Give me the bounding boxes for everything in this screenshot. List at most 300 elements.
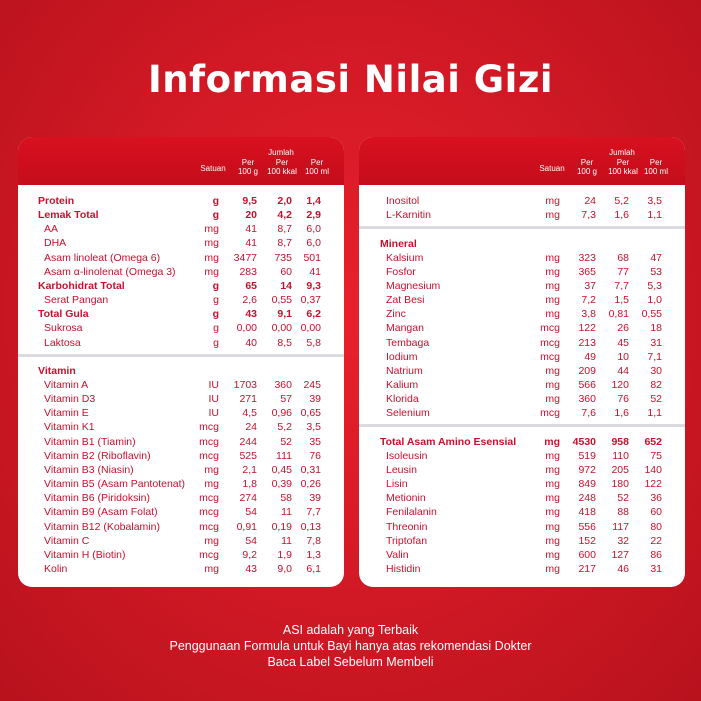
unit-cell: mg bbox=[204, 478, 219, 491]
nutrient-name: Kolin bbox=[44, 562, 68, 575]
nutrient-name: Vitamin E bbox=[44, 407, 89, 420]
value-per-100ml: 18 bbox=[650, 322, 662, 335]
value-per-100kkal: 11 bbox=[281, 506, 292, 519]
value-per-100kkal: 0,39 bbox=[271, 478, 292, 491]
header-jumlah: Jumlah bbox=[609, 148, 635, 157]
value-per-100kkal: 127 bbox=[611, 548, 629, 561]
value-per-100g: 3,8 bbox=[581, 308, 596, 321]
value-per-100kkal: 26 bbox=[617, 322, 629, 335]
value-per-100g: 37 bbox=[584, 279, 596, 292]
unit-cell: mg bbox=[545, 393, 560, 406]
unit-cell: mg bbox=[545, 548, 560, 561]
value-per-100kkal: 360 bbox=[274, 379, 292, 391]
value-per-100kkal: 1,6 bbox=[614, 209, 629, 222]
nutrient-name: Laktosa bbox=[44, 336, 81, 349]
table-row bbox=[44, 491, 338, 505]
value-per-100ml: 52 bbox=[650, 393, 662, 406]
unit-cell: mg bbox=[545, 195, 560, 207]
nutrient-name: Kalsium bbox=[386, 251, 424, 264]
nutrient-name: Sukrosa bbox=[44, 322, 83, 335]
nutrient-name: Vitamin B9 (Asam Folat) bbox=[44, 506, 158, 519]
section-divider bbox=[18, 354, 344, 357]
nutrient-name: Valin bbox=[386, 548, 409, 561]
value-per-100ml: 1,1 bbox=[647, 407, 662, 420]
value-per-100kkal: 9,1 bbox=[277, 308, 292, 321]
nutrient-name: Natrium bbox=[386, 364, 423, 377]
value-per-100kkal: 45 bbox=[617, 336, 629, 349]
value-per-100ml: 1,3 bbox=[306, 548, 321, 561]
table-row bbox=[386, 350, 679, 364]
value-per-100g: 566 bbox=[578, 379, 596, 391]
nutrient-name: Threonin bbox=[386, 520, 428, 533]
value-per-100ml: 31 bbox=[650, 336, 662, 349]
header-per-100kkal-top: Per bbox=[616, 158, 630, 167]
nutrient-name: Vitamin B6 (Piridoksin) bbox=[44, 492, 151, 505]
value-per-100ml: 3,5 bbox=[306, 421, 321, 434]
value-per-100ml: 22 bbox=[650, 534, 662, 547]
header-jumlah: Jumlah bbox=[268, 148, 294, 157]
value-per-100ml: 86 bbox=[650, 548, 662, 561]
nutrient-name: Magnesium bbox=[386, 279, 441, 292]
value-per-100ml: 75 bbox=[650, 449, 662, 462]
value-per-100ml: 9,3 bbox=[306, 279, 321, 292]
value-per-100kkal: 5,2 bbox=[614, 195, 629, 207]
value-per-100g: 43 bbox=[245, 562, 257, 575]
unit-cell: mg bbox=[545, 279, 560, 292]
table-row bbox=[44, 562, 338, 576]
value-per-100ml: 1,0 bbox=[647, 294, 662, 307]
value-per-100kkal: 11 bbox=[281, 534, 292, 547]
table-row bbox=[386, 364, 679, 378]
nutrient-name: Total Gula bbox=[38, 308, 89, 321]
value-per-100kkal: 1,6 bbox=[614, 407, 629, 420]
nutrition-table-left bbox=[18, 137, 344, 587]
disclaimer-line-3: Baca Label Sebelum Membeli bbox=[267, 655, 434, 669]
header-satuan: Satuan bbox=[200, 164, 226, 173]
value-per-100g: 41 bbox=[245, 237, 257, 250]
nutrient-name: Triptofan bbox=[386, 534, 428, 547]
value-per-100kkal: 111 bbox=[276, 449, 292, 462]
value-per-100ml: 6,2 bbox=[306, 308, 321, 321]
table-row bbox=[386, 279, 679, 293]
nutrient-name: Asam linoleat (Omega 6) bbox=[44, 251, 161, 264]
table-row bbox=[386, 520, 679, 534]
table-row bbox=[386, 251, 679, 265]
nutrient-name: Metionin bbox=[386, 492, 426, 505]
value-per-100g: 849 bbox=[578, 478, 596, 491]
value-per-100ml: 39 bbox=[309, 492, 321, 505]
value-per-100g: 972 bbox=[578, 463, 596, 476]
table-header bbox=[18, 137, 344, 185]
value-per-100kkal: 180 bbox=[611, 478, 629, 491]
header-per-100g-top: Per bbox=[241, 158, 255, 167]
value-per-100g: 209 bbox=[578, 364, 596, 377]
value-per-100g: 2,6 bbox=[242, 294, 257, 307]
value-per-100ml: 0,37 bbox=[300, 294, 321, 307]
value-per-100g: 525 bbox=[239, 449, 257, 462]
value-per-100kkal: 8,7 bbox=[277, 237, 292, 250]
value-per-100kkal: 958 bbox=[611, 435, 629, 448]
nutrient-name: Lisin bbox=[386, 478, 408, 491]
nutrient-name: Vitamin bbox=[38, 364, 76, 377]
section-divider bbox=[359, 226, 685, 229]
unit-cell: mg bbox=[204, 265, 219, 278]
nutrient-name: Isoleusin bbox=[386, 449, 428, 462]
value-per-100g: 7,6 bbox=[581, 407, 596, 420]
value-per-100g: 49 bbox=[584, 350, 596, 363]
nutrient-name: Vitamin D3 bbox=[44, 393, 96, 406]
table-header bbox=[359, 137, 685, 185]
nutrient-name: Total Asam Amino Esensial bbox=[380, 435, 517, 448]
table-row bbox=[44, 534, 338, 548]
value-per-100ml: 31 bbox=[650, 563, 662, 575]
table-row bbox=[44, 222, 338, 236]
value-per-100ml: 5,3 bbox=[647, 279, 662, 292]
value-per-100kkal: 0,96 bbox=[271, 407, 292, 420]
unit-cell: mg bbox=[545, 478, 560, 491]
value-per-100g: 600 bbox=[578, 548, 596, 561]
unit-cell: mg bbox=[545, 449, 560, 462]
value-per-100kkal: 0,55 bbox=[271, 294, 292, 307]
unit-cell: mg bbox=[545, 209, 560, 222]
value-per-100kkal: 44 bbox=[617, 364, 629, 377]
table-row bbox=[44, 293, 338, 307]
nutrient-name: Vitamin K1 bbox=[44, 421, 95, 434]
unit-cell: mg bbox=[545, 364, 560, 377]
nutrient-name: Serat Pangan bbox=[44, 294, 109, 307]
unit-cell: mg bbox=[545, 520, 560, 533]
table-row bbox=[386, 265, 679, 279]
value-per-100ml: 652 bbox=[644, 435, 662, 448]
table-row bbox=[386, 477, 679, 491]
unit-cell: IU bbox=[208, 379, 219, 391]
value-per-100g: 365 bbox=[578, 265, 596, 278]
value-per-100ml: 7,8 bbox=[306, 534, 321, 547]
value-per-100ml: 0,65 bbox=[300, 407, 321, 420]
value-per-100g: 24 bbox=[584, 195, 596, 207]
value-per-100ml: 0,00 bbox=[300, 322, 321, 335]
unit-cell: mcg bbox=[540, 322, 560, 335]
value-per-100g: 556 bbox=[578, 520, 596, 533]
value-per-100kkal: 32 bbox=[617, 534, 629, 547]
value-per-100g: 4,5 bbox=[242, 407, 257, 420]
value-per-100kkal: 117 bbox=[612, 520, 629, 533]
header-per-100g-top: Per bbox=[580, 158, 594, 167]
value-per-100ml: 501 bbox=[303, 251, 321, 264]
unit-cell: IU bbox=[208, 393, 219, 406]
unit-cell: mcg bbox=[199, 421, 219, 434]
table-row bbox=[380, 237, 679, 251]
table-row bbox=[386, 534, 679, 548]
disclaimer-line-2: Penggunaan Formula untuk Bayi hanya atas rekomendasi Dokter bbox=[169, 639, 532, 653]
header-satuan: Satuan bbox=[539, 164, 565, 173]
value-per-100ml: 0,55 bbox=[641, 308, 662, 321]
value-per-100kkal: 14 bbox=[280, 279, 292, 292]
nutrient-name: Iodium bbox=[386, 350, 418, 363]
value-per-100ml: 47 bbox=[650, 251, 662, 264]
unit-cell: mcg bbox=[540, 407, 560, 420]
nutrient-name: Vitamin H (Biotin) bbox=[44, 548, 126, 561]
header-per-100ml-top: Per bbox=[649, 158, 663, 167]
value-per-100kkal: 76 bbox=[617, 393, 629, 406]
table-row bbox=[44, 463, 338, 477]
nutrient-name: Vitamin B5 (Asam Pantotenat) bbox=[44, 478, 186, 491]
nutrient-name: Selenium bbox=[386, 407, 430, 420]
table-row bbox=[44, 251, 338, 265]
table-row bbox=[386, 449, 679, 463]
value-per-100kkal: 7,7 bbox=[614, 279, 629, 292]
nutrient-name: Mineral bbox=[380, 237, 417, 250]
header-per-100ml: 100 ml bbox=[304, 167, 329, 176]
nutrient-name: Histidin bbox=[386, 563, 421, 575]
value-per-100ml: 140 bbox=[644, 463, 662, 476]
nutrient-name: Leusin bbox=[386, 463, 417, 476]
nutrient-name: Vitamin B1 (Tiamin) bbox=[44, 435, 136, 448]
value-per-100ml: 41 bbox=[309, 265, 321, 278]
section-divider bbox=[359, 424, 685, 427]
nutrient-name: L-Karnitin bbox=[386, 209, 431, 222]
value-per-100kkal: 1,9 bbox=[277, 548, 292, 561]
value-per-100ml: 122 bbox=[644, 478, 662, 491]
value-per-100g: 0,91 bbox=[236, 520, 257, 533]
nutrient-name: Protein bbox=[38, 195, 75, 207]
value-per-100g: 9,5 bbox=[242, 195, 257, 207]
table-row bbox=[386, 194, 679, 208]
nutrient-name: Tembaga bbox=[386, 336, 430, 349]
value-per-100ml: 82 bbox=[650, 379, 662, 391]
unit-cell: mg bbox=[545, 534, 560, 547]
unit-cell: mg bbox=[545, 463, 560, 476]
value-per-100kkal: 735 bbox=[274, 251, 292, 264]
value-per-100kkal: 52 bbox=[280, 435, 292, 448]
nutrient-name: Kalium bbox=[386, 379, 419, 391]
disclaimer-line-1: ASI adalah yang Terbaik bbox=[282, 623, 419, 637]
value-per-100g: 20 bbox=[245, 209, 257, 222]
table-row bbox=[44, 321, 338, 335]
value-per-100g: 0,00 bbox=[236, 322, 257, 335]
unit-cell: mg bbox=[204, 237, 219, 250]
unit-cell: mg bbox=[544, 435, 560, 448]
table-row bbox=[38, 364, 338, 378]
unit-cell: mcg bbox=[199, 449, 219, 462]
header-per-100ml-top: Per bbox=[310, 158, 324, 167]
table-row bbox=[44, 548, 338, 562]
unit-cell: mg bbox=[204, 463, 219, 476]
header-per-100kkal-top: Per bbox=[275, 158, 289, 167]
nutrient-name: Zinc bbox=[386, 308, 406, 321]
nutrient-name: DHA bbox=[44, 237, 67, 250]
table-row bbox=[44, 449, 338, 463]
value-per-100g: 213 bbox=[578, 336, 596, 349]
unit-cell: mg bbox=[204, 534, 219, 547]
table-row bbox=[44, 420, 338, 434]
value-per-100ml: 245 bbox=[303, 379, 321, 391]
value-per-100kkal: 9,0 bbox=[277, 562, 292, 575]
value-per-100kkal: 58 bbox=[280, 492, 292, 505]
value-per-100g: 54 bbox=[245, 506, 257, 519]
value-per-100kkal: 120 bbox=[611, 379, 629, 391]
value-per-100g: 122 bbox=[578, 322, 596, 335]
unit-cell: mg bbox=[545, 379, 560, 391]
unit-cell: mg bbox=[545, 265, 560, 278]
table-row bbox=[38, 307, 338, 321]
value-per-100g: 24 bbox=[245, 421, 257, 434]
value-per-100g: 152 bbox=[578, 534, 596, 547]
value-per-100g: 3477 bbox=[233, 251, 257, 264]
unit-cell: g bbox=[213, 294, 219, 307]
value-per-100ml: 3,5 bbox=[647, 195, 662, 207]
value-per-100kkal: 52 bbox=[617, 492, 629, 505]
table-row bbox=[44, 236, 338, 250]
value-per-100g: 65 bbox=[245, 279, 257, 292]
table-row bbox=[386, 378, 679, 392]
table-row bbox=[386, 336, 679, 350]
unit-cell: mg bbox=[545, 251, 560, 264]
value-per-100ml: 39 bbox=[309, 393, 321, 406]
table-row bbox=[44, 265, 338, 279]
value-per-100kkal: 88 bbox=[617, 506, 629, 519]
unit-cell: mg bbox=[545, 563, 560, 575]
unit-cell: mg bbox=[545, 308, 560, 321]
header-per-100g: 100 g bbox=[237, 167, 259, 176]
table-row bbox=[44, 505, 338, 519]
nutrient-name: Karbohidrat Total bbox=[38, 279, 125, 292]
value-per-100kkal: 68 bbox=[617, 251, 629, 264]
nutrition-table-right bbox=[359, 137, 685, 587]
unit-cell: g bbox=[213, 322, 219, 335]
header-per-100g: 100 g bbox=[576, 167, 598, 176]
value-per-100kkal: 46 bbox=[617, 563, 629, 575]
value-per-100kkal: 60 bbox=[280, 265, 292, 278]
value-per-100kkal: 0,19 bbox=[271, 520, 292, 533]
table-row bbox=[386, 562, 679, 576]
unit-cell: g bbox=[212, 279, 219, 292]
value-per-100ml: 35 bbox=[309, 435, 321, 448]
table-row bbox=[386, 321, 679, 335]
table-row bbox=[44, 477, 338, 491]
unit-cell: mcg bbox=[199, 506, 219, 519]
nutrient-name: Vitamin B3 (Niasin) bbox=[44, 463, 134, 476]
value-per-100ml: 6,0 bbox=[306, 237, 321, 250]
value-per-100g: 9,2 bbox=[242, 548, 257, 561]
nutrient-name: Vitamin B2 (Riboflavin) bbox=[44, 449, 151, 462]
value-per-100kkal: 0,00 bbox=[271, 322, 292, 335]
value-per-100kkal: 5,2 bbox=[277, 421, 292, 434]
value-per-100g: 43 bbox=[245, 308, 257, 321]
unit-cell: g bbox=[213, 336, 219, 349]
unit-cell: mg bbox=[545, 492, 560, 505]
table-row bbox=[386, 406, 679, 420]
nutrient-name: Lemak Total bbox=[38, 209, 99, 222]
unit-cell: mg bbox=[204, 251, 219, 264]
value-per-100kkal: 4,2 bbox=[277, 209, 292, 222]
table-row bbox=[44, 435, 338, 449]
unit-cell: mg bbox=[204, 562, 219, 575]
nutrient-name: Vitamin B12 (Kobalamin) bbox=[44, 520, 160, 533]
value-per-100g: 248 bbox=[578, 492, 596, 505]
value-per-100kkal: 0,81 bbox=[608, 308, 629, 321]
value-per-100ml: 0,31 bbox=[300, 463, 321, 476]
nutrient-name: Inositol bbox=[386, 195, 420, 207]
unit-cell: mcg bbox=[199, 492, 219, 505]
unit-cell: g bbox=[212, 195, 219, 207]
disclaimer bbox=[0, 622, 701, 670]
value-per-100g: 271 bbox=[239, 393, 257, 406]
value-per-100ml: 7,7 bbox=[306, 506, 321, 519]
table-row bbox=[44, 378, 338, 392]
table-row bbox=[44, 392, 338, 406]
table-row bbox=[386, 505, 679, 519]
value-per-100ml: 80 bbox=[650, 520, 662, 533]
value-per-100ml: 7,1 bbox=[647, 350, 662, 363]
value-per-100g: 2,1 bbox=[242, 463, 257, 476]
value-per-100ml: 6,1 bbox=[306, 562, 321, 575]
nutrient-name: Vitamin C bbox=[44, 534, 90, 547]
value-per-100g: 7,3 bbox=[581, 209, 596, 222]
value-per-100ml: 60 bbox=[650, 506, 662, 519]
header-per-100ml: 100 ml bbox=[643, 167, 668, 176]
nutrient-name: Fenilalanin bbox=[386, 506, 437, 519]
value-per-100g: 418 bbox=[578, 506, 596, 519]
table-row bbox=[386, 293, 679, 307]
table-row bbox=[44, 406, 338, 420]
value-per-100ml: 6,0 bbox=[306, 223, 321, 236]
nutrient-name: Klorida bbox=[386, 393, 419, 406]
value-per-100kkal: 2,0 bbox=[277, 195, 292, 207]
value-per-100kkal: 110 bbox=[612, 449, 629, 462]
unit-cell: mcg bbox=[540, 336, 560, 349]
unit-cell: mcg bbox=[540, 350, 560, 363]
value-per-100ml: 1,4 bbox=[306, 195, 321, 207]
value-per-100kkal: 10 bbox=[617, 350, 629, 363]
value-per-100kkal: 205 bbox=[611, 463, 629, 476]
unit-cell: mg bbox=[204, 223, 219, 236]
page-title: Informasi Nilai Gizi bbox=[147, 58, 554, 101]
value-per-100ml: 2,9 bbox=[306, 209, 321, 222]
value-per-100kkal: 57 bbox=[280, 393, 292, 406]
value-per-100g: 217 bbox=[578, 563, 596, 575]
table-row bbox=[386, 208, 679, 222]
unit-cell: mcg bbox=[199, 435, 219, 448]
value-per-100kkal: 0,45 bbox=[271, 463, 292, 476]
value-per-100g: 1703 bbox=[233, 379, 257, 391]
header-per-100kkal: 100 kkal bbox=[608, 167, 638, 176]
header-per-100kkal: 100 kkal bbox=[267, 167, 297, 176]
value-per-100ml: 36 bbox=[650, 492, 662, 505]
value-per-100ml: 5,8 bbox=[306, 336, 321, 349]
nutrient-name: AA bbox=[44, 223, 59, 236]
value-per-100g: 40 bbox=[245, 336, 257, 349]
value-per-100ml: 0,26 bbox=[300, 478, 321, 491]
table-row bbox=[38, 279, 338, 293]
unit-cell: mg bbox=[545, 506, 560, 519]
value-per-100g: 323 bbox=[578, 251, 596, 264]
value-per-100g: 41 bbox=[245, 223, 257, 236]
value-per-100g: 360 bbox=[578, 393, 596, 406]
value-per-100ml: 0,13 bbox=[300, 520, 321, 533]
table-row bbox=[38, 208, 338, 222]
unit-cell: mg bbox=[545, 294, 560, 307]
table-row bbox=[386, 307, 679, 321]
unit-cell: IU bbox=[208, 407, 219, 420]
unit-cell: g bbox=[212, 308, 219, 321]
nutrient-name: Asam α-linolenat (Omega 3) bbox=[44, 265, 176, 278]
nutrient-name: Zat Besi bbox=[386, 294, 425, 307]
value-per-100g: 1,8 bbox=[242, 478, 257, 491]
value-per-100g: 4530 bbox=[572, 435, 596, 448]
table-row bbox=[386, 491, 679, 505]
nutrient-name: Mangan bbox=[386, 322, 424, 335]
